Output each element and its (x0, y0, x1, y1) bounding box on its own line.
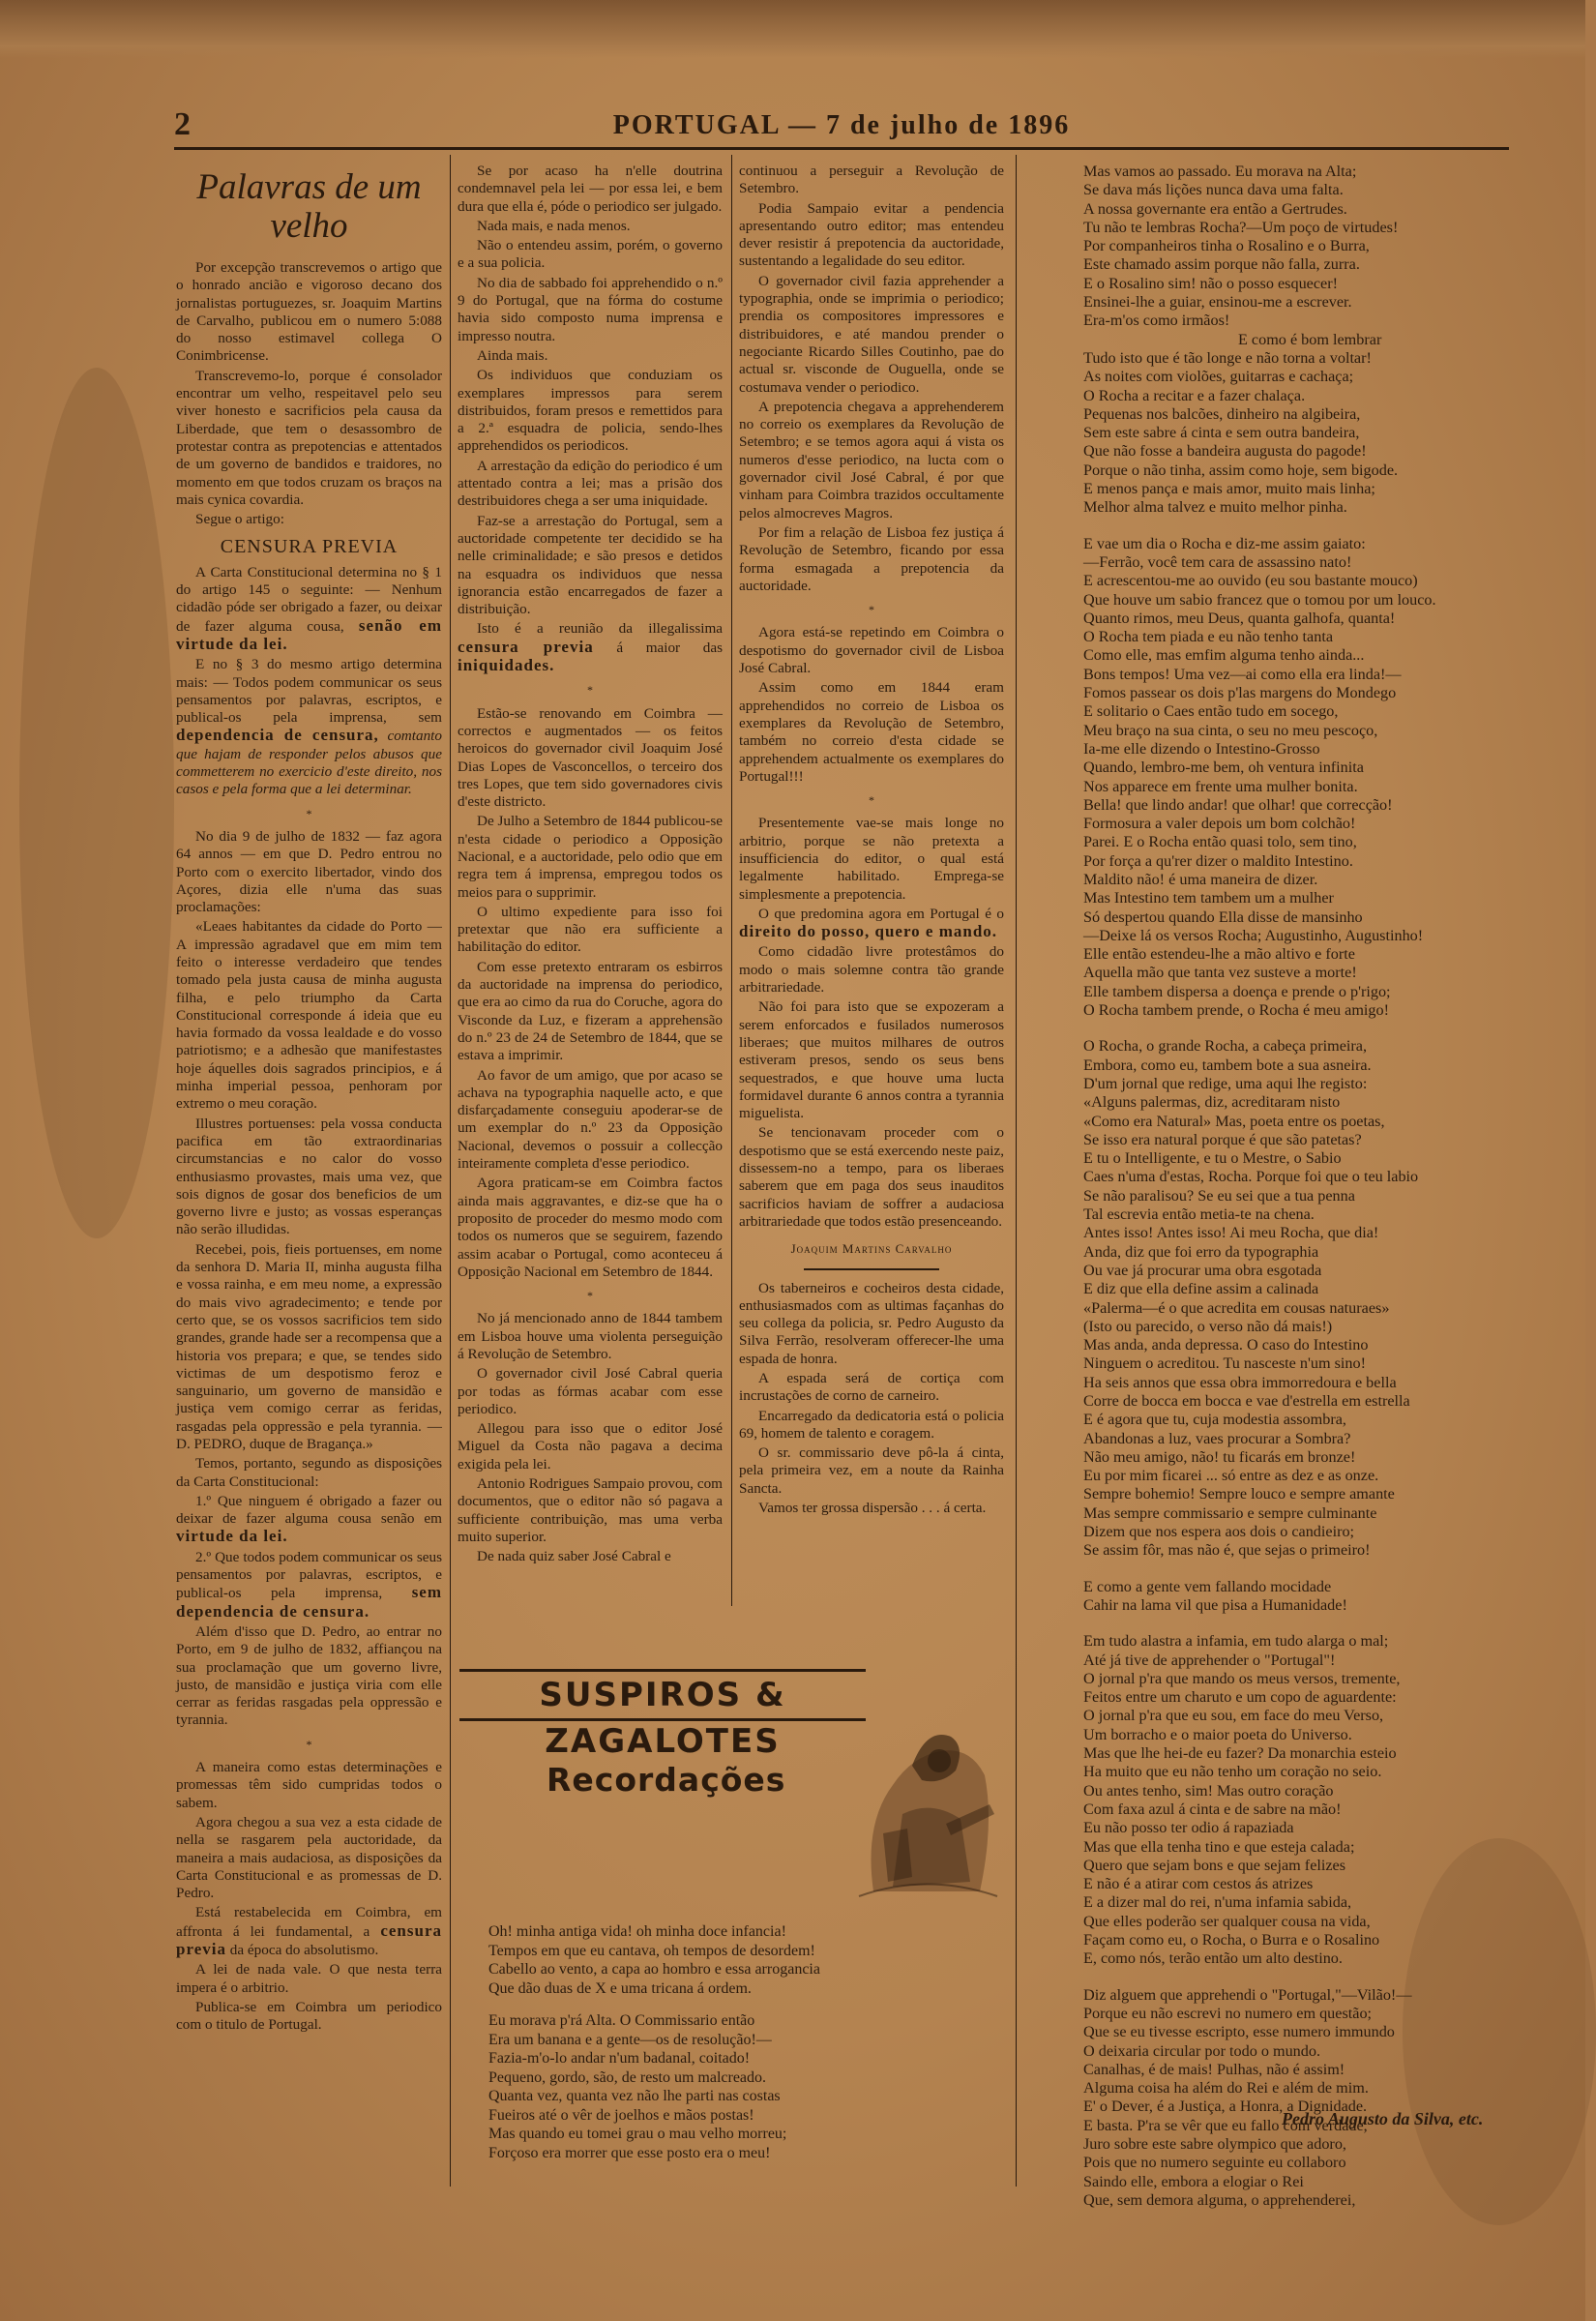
verse-line: Até já tive de apprehender o "Portugal"! (1083, 1651, 1336, 1669)
paragraph: A maneira como estas determinações e promessas têm sido cumpridas todos o sabem. (176, 1759, 442, 1811)
verse-line: Pequeno, gordo, são, de resto um malcreado. (488, 2068, 767, 2086)
verse-line: Que houve um sabio francez que o tomou por um louco. (1083, 590, 1436, 609)
verse-line: Ninguem o acreditou. Tu nasceste n'um sino! (1083, 1354, 1367, 1373)
paragraph: «Leaes habitantes da cidade do Porto — A impressão agradavel que em mim tem feito o interesse verdadeiro que tendes tomado pela justa causa de minha augusta filha, e pelo triumpho da Carta Constitucional corresponde á ideia que eu havia formado da vossa lealdade e do vosso patriotismo; e a adhesão que manifestastes hoje áquelles dois sagrados principios, e á minha imperial pessoa, penhoram por extremo o meu coração. (176, 918, 442, 1113)
author-signature: Joaquim Martins Carvalho (790, 1241, 953, 1257)
verse-line: O Rocha, o grande Rocha, a cabeça primeira, (1083, 1037, 1368, 1056)
verse-line: Caes n'uma d'estas, Rocha. Porque foi que o teu labio (1083, 1168, 1419, 1186)
verse-line: Que se eu tivesse escripto, esse numero immundo (1083, 2023, 1395, 2041)
seated-figure-illustration (854, 1708, 999, 1901)
verse-line: Forçoso era morrer que esse posto era o meu! (488, 2144, 771, 2161)
verse-line: Se isso era natural porque é que são patetas? (1083, 1130, 1362, 1148)
verse-line: Oh! minha antiga vida! oh minha doce infancia! (488, 1923, 786, 1940)
verse-line: Nos apparece em frente uma mulher bonita. (1083, 777, 1358, 795)
paragraph: Se tencionavam proceder com o despotismo que se está exercendo neste paiz, dissessem-no a tempo, para os liberaes saberem que em paga dos seus inauditos sacrificios haviam de soffrer a audaciosa arbitrariedade que todos estão presenceando. (739, 1124, 1004, 1230)
verse-line: Ou vae já procurar uma obra esgotada (1083, 1261, 1322, 1279)
verse-line: E, como nós, terão então um alto destino. (1083, 1949, 1343, 1968)
verse-line: «Alguns palermas, diz, acreditaram nisto (1083, 1093, 1341, 1112)
verse-line: E menos pança e mais amor, muito mais linha; (1083, 480, 1375, 498)
paragraph: Como cidadão livre protestâmos do modo o mais solemne contra tão grande arbitrariedade. (739, 943, 1004, 997)
paragraph: A prepotencia chegava a apprehenderem no correio os exemplares da Revolução de Setembro; e se temos agora aqui á vista os numeros d'esse periodico, na lucta com o governador civil José Cabral, é por que vinham para Coimbra trazidos occultamente pelos almocreves Magros. (739, 398, 1004, 521)
verse-line: Anda, diz que foi erro da typographia (1083, 1242, 1319, 1261)
paragraph: Segue o artigo: (195, 511, 284, 528)
verse-line: Era-m'os como irmãos! (1083, 312, 1230, 330)
paragraph: Agora chegou a sua vez a esta cidade de nella se rasgarem pela auctoridade, da maneira a mais audaciosa, as disposições da Carta Constitucional e as promessas de D. Pedro. (176, 1813, 442, 1902)
poem-verse (488, 1922, 1011, 2162)
emphasis: sem dependencia de censura. (176, 1583, 443, 1621)
page-number: 2 (174, 106, 191, 142)
verse-line: Eu por mim ficarei ... só entre as dez e as onze. (1083, 1467, 1379, 1485)
paragraph: No já mencionado anno de 1844 tambem em Lisboa houve uma violenta perseguição á Revolução de Setembro. (458, 1310, 723, 1362)
text-run: da época do absolutismo. (229, 1942, 379, 1959)
verse-line: E tu o Intelligente, e tu o Mestre, o Sabio (1083, 1149, 1342, 1168)
verse-line: E como é bom lembrar (1238, 330, 1382, 348)
verse-line: E o Rosalino sim! não o posso esquecer! (1083, 274, 1338, 292)
page-header (174, 104, 1509, 150)
column-rule (731, 155, 732, 1606)
paragraph: Vamos ter grossa dispersão . . . á certa. (758, 1500, 987, 1517)
stanza (1064, 535, 1499, 1021)
verse-line: E é agora que tu, cuja modestia assombra, (1083, 1411, 1346, 1429)
paragraph: Os individuos que conduziam os exemplares impressos para serem distribuidos, foram presos e remettidos para a 2.ª esquadra de policia, sendo-lhes apprehendidos os periodicos. (458, 367, 723, 455)
verse-line: Tudo isto que é tão longe e não torna a voltar! (1083, 348, 1372, 367)
text-run: A Carta Constitucional determina no § 1 do artigo 145 o seguinte: — Nenhum cidadão póde ser obrigado a fazer, ou deixar de fazer alguma cousa, (176, 563, 442, 635)
verse-line: Em tudo alastra a infamia, em tudo alarga o mal; (1083, 1632, 1389, 1651)
verse-line: Bella! que lindo andar! que olhar! que correcção! (1083, 795, 1393, 814)
column-3 (739, 163, 1004, 1517)
stanza (1064, 1037, 1499, 1560)
verse-line: Sempre bohemio! Sempre louco e sempre amante (1083, 1485, 1395, 1503)
verse-line: D'um jornal que redige, uma aqui lhe registo: (1083, 1074, 1368, 1092)
verse-line: Quanto rimos, meu Deus, quanta galhofa, quanta! (1083, 609, 1396, 627)
verse-line: Este chamado assim porque não falla, zurra. (1083, 255, 1360, 274)
paragraph: A arrestação da edição do periodico é um attentado contra a lei; mas a prisão dos destribuidores chega a ser uma iniquidade. (458, 457, 723, 510)
verse-line: Tu não te lembras Rocha?—Um poço de virtudes! (1083, 218, 1399, 236)
verse-line: Fomos passear os dois p'las margens do Mondego (1083, 684, 1397, 702)
verse-line: Mas que ella tenha tino e que esteja calada; (1083, 1837, 1355, 1856)
torn-top-edge (0, 0, 1585, 58)
paragraph: Com esse pretexto entraram os esbirros da auctoridade na imprensa do periodico, que era ao cimo da rua do Coruche, agora do Visconde da Luz, e fizeram a apprehensão do n.º 23 de 24 de Setembro de 1844, que se estava a imprimir. (458, 958, 723, 1064)
verse-line: Mas que lhe hei-de eu fazer? Da monarchia esteio (1083, 1744, 1397, 1763)
verse-line: Que dão duas de X e uma tricana á ordem. (488, 1979, 752, 1997)
verse-line: Mas quando eu tomei grau o mau velho morreu; (488, 2126, 787, 2142)
stanza (1064, 163, 1499, 331)
verse-line: E diz que ella define assim a calinada (1083, 1280, 1319, 1298)
emphasis: dependencia de censura, (176, 726, 379, 745)
emphasis: censura previa (176, 1920, 443, 1959)
paragraph: A lei de nada vale. O que nesta terra impera é o arbitrio. (176, 1961, 442, 1996)
verse-line: Pequenas nos balcões, dinheiro na algibeira, (1083, 404, 1361, 423)
verse-line: E basta. P'ra se vêr que eu fallo com verdade, (1083, 2116, 1368, 2134)
paragraph: Temos, portanto, segundo as disposições da Carta Constitucional: (176, 1455, 442, 1490)
stanza (1064, 1632, 1499, 1968)
paragraph (176, 1904, 442, 1959)
verse-line: Cabello ao vento, a capa ao hombro e essa arrogancia (488, 1961, 820, 1978)
paragraph: Agora praticam-se em Coimbra factos ainda mais aggravantes, e diz-se que ha o proposito de proceder do mesmo modo com todos os numeros que se seguirem, fazendo assim acabar o Portugal, como aconteceu á Opposição Nacional em Setembro de 1844. (458, 1175, 723, 1280)
paragraph: Ainda mais. (477, 346, 548, 364)
verse-line: Porque eu não escrevi no numero em questão; (1083, 2004, 1373, 2022)
paragraph: Allegou para isso que o editor José Miguel da Costa não pagava a decima exigida pela lei. (458, 1420, 723, 1473)
verse-line: Como elle, mas emfim alguma tenho ainda... (1083, 646, 1365, 665)
paragraph: continuou a perseguir a Revolução de Setembro. (739, 163, 1004, 197)
verse-line: Embora, como eu, tambem bote a sua asneira. (1083, 1056, 1372, 1074)
poem-title: Recordações (547, 1761, 786, 1799)
verse-line: Não meu amigo, não! tu ficarás em bronze! (1083, 1447, 1356, 1466)
verse-line: Feitos entre um charuto e um copo de aguardente: (1083, 1688, 1397, 1707)
verse-line: Antes isso! Antes isso! Ai meu Rocha, que dia! (1083, 1224, 1379, 1242)
text-run: Está restabelecida em Coimbra, em affronta á lei fundamental, a (176, 1904, 442, 1940)
masthead: PORTUGAL — 7 de julho de 1896 (612, 110, 1071, 140)
paragraph: Se por acaso ha n'elle doutrina condemnavel pela lei — por essa lei, e bem dura que ella é, póde o periodico ser julgado. (458, 163, 723, 215)
verse-line: Parei. E o Rocha então quasi tolo, sem tino, (1083, 833, 1357, 851)
verse-line: Elle então estendeu-lhe a mão altivo e forte (1083, 945, 1355, 964)
stanza (1064, 349, 1499, 518)
text-run: á maior das (616, 639, 723, 656)
verse-line: Aquella mão que tanta vez susteve a morte! (1083, 964, 1357, 982)
verse-line: A nossa governante era então a Gertrudes. (1083, 199, 1347, 218)
verse-line: O Rocha tem piada e eu não tenho tanta (1083, 628, 1334, 646)
article-headline: Palavras de um velho (196, 167, 422, 246)
paragraph: Ao favor de um amigo, que por acaso se achava na typographia naquelle acto, e que disfarçadamente conseguiu apoderar-se de um exemplar do n.º 23 da Opposição Nacional, devemos o possuir a collecção inteiramente completa d'esse periodico. (458, 1066, 723, 1173)
verse-line: Melhor alma talvez e muito melhor pinha. (1083, 498, 1347, 517)
paragraph: O governador civil José Cabral queria por todas as fórmas acabar com esse periodico. (458, 1365, 723, 1417)
verse-line: E a dizer mal do rei, n'uma infamia sabida, (1083, 1893, 1352, 1912)
verse-line: E acrescentou-me ao ouvido (eu sou bastante mouco) (1083, 572, 1418, 590)
column-2 (458, 163, 723, 1594)
section-subhead: CENSURA PREVIA (220, 536, 399, 558)
poem-signature: Pedro Augusto da Silva, etc. (1282, 2109, 1484, 2128)
paragraph: De Julho a Setembro de 1844 publicou-se n'esta cidade o periodico a Opposição Nacional, e a auctoridade, pelo odio que em regra tem á imprensa, empregou todos os meios para o supprimir. (458, 813, 723, 901)
stanza (1064, 1986, 1499, 2211)
section-title: SUSPIROS & ZAGALOTES (459, 1669, 866, 1721)
verse-line: Que não fosse a bandeira augusta do pagode! (1083, 442, 1367, 461)
verse-line: O Rocha tambem prende, o Rocha é meu amigo! (1083, 1001, 1390, 1020)
verse-line: Juro sobre este sabre olympico que adoro, (1083, 2134, 1346, 2153)
separator-star: * (587, 683, 593, 698)
verse-line: Bons tempos! Uma vez—ai como ella era linda!— (1083, 665, 1402, 683)
verse-line: Mas vamos ao passado. Eu morava na Alta; (1083, 163, 1357, 180)
verse-line: Formosura a valer depois um bom colchão! (1083, 815, 1356, 833)
verse-line: Por força a qu'rer dizer o maldito Intestino. (1083, 851, 1353, 870)
paragraph: Transcrevemo-lo, porque é consolador encontrar um velho, respeitavel pelo seu viver honesto e sacrificios pela causa da Liberdade, que tem o desassombro de protestar contra as prepotencias e attentados de um governo de bandidos e traidores, no momento em que todos cruzam os braços na mais cynica covardia. (176, 367, 442, 508)
verse-line: Se não paralisou? Se eu sei que a tua penna (1083, 1186, 1355, 1205)
verse-line: «Palerma—é o que acredita em cousas naturaes» (1083, 1298, 1390, 1317)
text-run: 2.º Que todos podem communicar os seus pensamentos por palavras, escriptos, e publical-os pela imprensa, (176, 1548, 442, 1602)
verse-line: Fazia-m'o-lo andar n'um badanal, coitado! (488, 2050, 751, 2067)
verse-line: Mas sempre commissario e sempre culminante (1083, 1503, 1377, 1522)
verse-line: Era um banana e a gente—os de resolução!— (488, 2031, 772, 2048)
verse-line: E vae um dia o Rocha e diz-me assim gaiato: (1083, 534, 1366, 552)
paragraph: No dia de sabbado foi apprehendido o n.º 9 do Portugal, que na fórma do costume havia sido composto numa imprensa e impresso noutra. (458, 274, 723, 344)
verse-line: Ia-me elle dizendo o Intestino-Grosso (1083, 739, 1320, 758)
text-run: E no § 3 do mesmo artigo determina mais: — Todos podem communicar os seus pensamentos por palavras, escriptos, e publical-os pela imprensa, sem (176, 656, 442, 727)
verse-line: Cahir na lama vil que pisa a Humanidade! (1083, 1595, 1347, 1614)
emphasis: censura previa (458, 637, 594, 656)
verse-line: Maldito não! é uma maneira de dizer. (1083, 870, 1318, 888)
verse-line: —Deixe lá os versos Rocha; Augustinho, Augustinho! (1083, 926, 1424, 944)
verse-line: Ha muito que eu não tenho um coração no seio. (1083, 1763, 1382, 1781)
verse-line: Abandonas a luz, vaes procurar a Sombra? (1083, 1429, 1351, 1447)
verse-line: Dizem que nos espera aos dois o candieiro; (1083, 1523, 1355, 1541)
emphasis: direito do posso, quero e mando. (739, 922, 998, 941)
verse-line: O jornal p'ra que eu sou, em face do meu Verso, (1083, 1707, 1384, 1725)
verse-line: «Como era Natural» Mas, poeta entre os poetas, (1083, 1112, 1385, 1130)
verse-line: As noites com violões, guitarras e cachaça; (1083, 368, 1354, 386)
verse-line: Que elles poderão ser qualquer cousa na vida, (1083, 1912, 1371, 1930)
paragraph: No dia 9 de julho de 1832 — faz agora 64 annos — em que D. Pedro entrou no Porto com o exercito libertador, vindo dos Açores, dizia elle n'uma das suas proclamações: (176, 827, 442, 916)
verse-line: Com faxa azul á cinta e de sabre na mão! (1083, 1800, 1342, 1818)
paragraph: Agora está-se repetindo em Coimbra o despotismo do governador civil de Lisboa José Cabral. (739, 624, 1004, 677)
verse-line: Meu braço na sua cinta, o seu no meu pescoço, (1083, 721, 1378, 739)
verse-line: Tempos em que eu cantava, oh tempos de desordem! (488, 1942, 815, 1959)
paper-stain (19, 368, 174, 1238)
verse-line: —Ferrão, você tem cara de assassino nato! (1083, 552, 1352, 571)
paragraph (176, 1493, 442, 1547)
verse-line: O Rocha a recitar e a fazer chalaça. (1083, 386, 1306, 404)
column-4-poem (1064, 163, 1499, 2209)
paragraph: Estão-se renovando em Coimbra — correctos e augmentados — os feitos heroicos do governador civil Joaquim José Dias Lopes de Vasconcellos, o terceiro dos tres Lopes, que tem sido governadores civis d'este districto. (458, 704, 723, 811)
paragraph: Os taberneiros e cocheiros desta cidade, enthusiasmados com as ultimas façanhas do seu collega da policia, sr. Pedro Augusto da Silva Ferrão, resolveram offerecer-lhe uma espada de honra. (739, 1279, 1004, 1367)
text-run: O que predomina agora em Portugal é o (758, 905, 1004, 922)
paragraph: Assim como em 1844 eram apprehendidos no correio de Lisboa os exemplares da Revolução de Setembro, também no correio d'esta cidade se apprehendem actualmente os exemplares do Portugal!!! (739, 679, 1004, 785)
verse-line: (Isto ou parecido, o verso não dá mais!) (1083, 1317, 1333, 1335)
paragraph: Illustres portuenses: pela vossa conducta pacifica em tão extraordinarias circumstancias e no calor do vosso enthusiasmo provastes, mais uma vez, que sois dignos de gosar dos beneficios de um governo livre e justo; as vossas esperanças não serão illudidas. (176, 1115, 442, 1238)
paragraph: Recebei, pois, fieis portuenses, em nome da senhora D. Maria II, minha augusta filha e vossa rainha, e em meu nome, a expressão do mais vivo agradecimento; e tende por certo que, se os vossos sacrificios tem sido grandes, grande hade ser a recompensa que a historia vos prepara; e que, se tendes sido victimas de um despotismo feroz e sanguinario, um governo de mansidão e justiça vem comigo cerrar as feridas, rasgadas pela oppressão e pela tyrannia. — D. PEDRO, duque de Bragança.» (176, 1240, 442, 1452)
paragraph: O governador civil fazia apprehender a typographia, onde se imprimia o periodico; prendia os compositores impressores e distribuidores, e até mandou prender o negociante Ricardo Silles Coutinho, pae do actual sr. visconde de Ouguella, onde se costumava vender o periodico. (739, 272, 1004, 396)
verse-line: Ou antes tenho, sim! Mas outro coração (1083, 1781, 1334, 1800)
separator-star: * (869, 793, 874, 808)
verse-line: Se dava más lições nunca dava uma falta. (1083, 181, 1344, 199)
paragraph: De nada quiz saber José Cabral e (477, 1548, 671, 1565)
verse-line: Fueiros até o vêr de joelhos e mãos postas! (488, 2106, 754, 2124)
verse-line: O jornal p'ra que mando os meus versos, tremente, (1083, 1669, 1401, 1687)
text-run: Isto é a reunião da illegalissima (477, 620, 723, 638)
verse-line: Eu morava p'rá Alta. O Commissario então (488, 2012, 755, 2029)
paragraph: Por fim a relação de Lisboa fez justiça á Revolução de Setembro, ficando por essa forma esmagada a prepotencia da auctoridade. (739, 523, 1004, 594)
verse-line: O deixaria circular por todo o mundo. (1083, 2041, 1320, 2060)
verse-line: Alguma coisa ha além do Rei e além de mim. (1083, 2079, 1369, 2098)
separator-star: * (869, 603, 874, 617)
verse-line: Mas anda, anda depressa. O caso do Intestino (1083, 1336, 1369, 1354)
emphasis: virtude da lei. (176, 1527, 288, 1546)
paragraph: Antonio Rodrigues Sampaio provou, com documentos, que o editor não só pagava a sufficiente contribuição, mas uma verba muito superior. (458, 1475, 723, 1545)
verse-line: Pois que no numero seguinte eu collaboro (1083, 2154, 1346, 2172)
verse-line: Quero que sejam bons e que sejam felizes (1083, 1856, 1346, 1874)
suspiros-section (440, 1669, 1020, 2249)
separator-star: * (306, 1737, 312, 1751)
paragraph (176, 1549, 442, 1622)
verse-line: Por companheiros tinha o Rosalino e o Burra, (1083, 237, 1370, 255)
paragraph (739, 906, 1004, 942)
paragraph (176, 564, 442, 654)
verse-line: Um borracho e o maior poeta do Universo. (1083, 1725, 1352, 1743)
paragraph: Nada mais, e nada menos. (477, 217, 631, 234)
verse-line: Mas Intestino tem tambem um a mulher (1083, 889, 1334, 908)
text-run: comtanto que hajam de responder pelos abusos que commetterem no exercicio d'este direito, nos casos e pela forma que a lei determinar. (176, 728, 442, 798)
paragraph: O ultimo expediente para isso foi pretextar que não era sufficiente a habilitação do editor. (458, 903, 723, 956)
verse-line: Canalhas, é de mais! Pulhas, não é assim! (1083, 2060, 1345, 2078)
verse-line: Se assim fôr, mas não é, que sejas o primeiro! (1083, 1541, 1371, 1560)
paragraph: Por excepção transcrevemos o artigo que o honrado ancião e vigoroso decano dos jornalistas portuguezes, sr. Joaquim Martins de Carvalho, publicou em o numero 5:088 do nosso estimavel collega O Conimbricense. (176, 259, 442, 365)
verse-line: E como a gente vem fallando mocidade (1083, 1577, 1332, 1595)
paragraph: Não foi para isto que se expozeram a serem enforcados e fusilados numerosos liberaes; que muitos milhares de outros estiveram presos, sendo os seus bens sequestrados, e que houve uma lucta formidavel durante 6 annos contra a tyrannia miguelista. (739, 998, 1004, 1122)
verse-line: Quando, lembro-me bem, oh ventura infinita (1083, 759, 1364, 777)
paragraph: Presentemente vae-se mais longe no arbitrio, porque se não pretexta a insufficiencia do editor, o qual está legalmente habilitado. Emprega-se simplesmente a prepotencia. (739, 815, 1004, 903)
paragraph: Publica-se em Coimbra um periodico com o titulo de Portugal. (176, 1998, 442, 2034)
verse-line: Façam como eu, o Rocha, o Burra e o Rosalino (1083, 1931, 1380, 1949)
verse-line: Porque o não tinha, assim como hoje, sem bigode. (1083, 461, 1399, 479)
verse-line: Elle tambem dispersa a doença e prende o p'rigo; (1083, 982, 1391, 1000)
verse-line: Ensinei-lhe a guiar, ensinou-me a escrever. (1083, 293, 1352, 312)
paragraph: Podia Sampaio evitar a pendencia apresentando outro editor; mas entendeu dever resistir á prepotencia da auctoridade, sustentando a legalidade do seu editor. (739, 199, 1004, 270)
paragraph: Encarregado da dedicatoria está o policia 69, homem de talento e coragem. (739, 1407, 1004, 1442)
verse-line: E não é a atirar com cestos ás atrizes (1083, 1875, 1314, 1893)
emphasis: senão em virtude da lei. (176, 615, 442, 653)
verse-line: Tal escrevia então metia-te na chena. (1083, 1205, 1315, 1224)
verse-line: Quanta vez, quanta vez não lhe parti nas costas (488, 2088, 781, 2104)
verse-line: E' o Dever, é a Justiça, a Honra, a Dignidade. (1083, 2098, 1368, 2116)
verse-line: Corre de bocca em bocca e vae d'estrella em estrella (1083, 1392, 1410, 1410)
paragraph: O sr. commissario deve pô-la á cinta, pela primeira vez, em a noute da Rainha Sancta. (739, 1444, 1004, 1497)
divider (804, 1268, 939, 1270)
verse-line: Saindo elle, embora a elogiar o Rei (1083, 2172, 1304, 2190)
paragraph: Além d'isso que D. Pedro, ao entrar no Porto, em 9 de julho de 1832, affiançou na sua proclamação que um governo livre, justo, de mansidão e justiça viria com elle cerrar as feridas rasgadas pela oppressão e tyrannia. (176, 1622, 442, 1729)
column-1 (176, 163, 442, 2185)
stanza (1064, 1578, 1499, 1616)
paragraph (176, 656, 442, 798)
text-run: 1.º Que ninguem é obrigado a fazer ou deixar de fazer alguma cousa senão em (176, 1492, 442, 1528)
verse-line: Sem este sabre á cinta e sem outra bandeira, (1083, 424, 1360, 442)
paragraph: Faz-se a arrestação do Portugal, sem a auctoridade competente ter decidido se ha nelle criminalidade; e são presos e detidos na esquadra os individuos que nessa ignorancia estão encarregados de fazer a distribuição. (458, 512, 723, 618)
paragraph: Não o entendeu assim, porém, o governo e a sua policia. (458, 237, 723, 272)
verse-line: Que, sem demora alguma, o apprehenderei, (1083, 2190, 1356, 2209)
verse-line: Eu não posso ter odio á rapaziada (1083, 1819, 1294, 1837)
separator-star: * (587, 1289, 593, 1303)
paragraph: A espada será de cortiça com incrustações de corno de carneiro. (739, 1370, 1004, 1405)
verse-line: Só despertou quando Ella disse de mansinho (1083, 908, 1363, 926)
paragraph (458, 620, 723, 675)
verse-line: Diz alguem que apprehendi o "Portugal,"—Vilão!— (1083, 1985, 1412, 2004)
verse-line: E solitario o Caes então tudo em socego, (1083, 702, 1339, 721)
emphasis: iniquidades. (458, 656, 555, 675)
separator-star: * (306, 806, 312, 820)
verse-line: Ha seis annos que essa obra immorredoura e bella (1083, 1373, 1397, 1391)
